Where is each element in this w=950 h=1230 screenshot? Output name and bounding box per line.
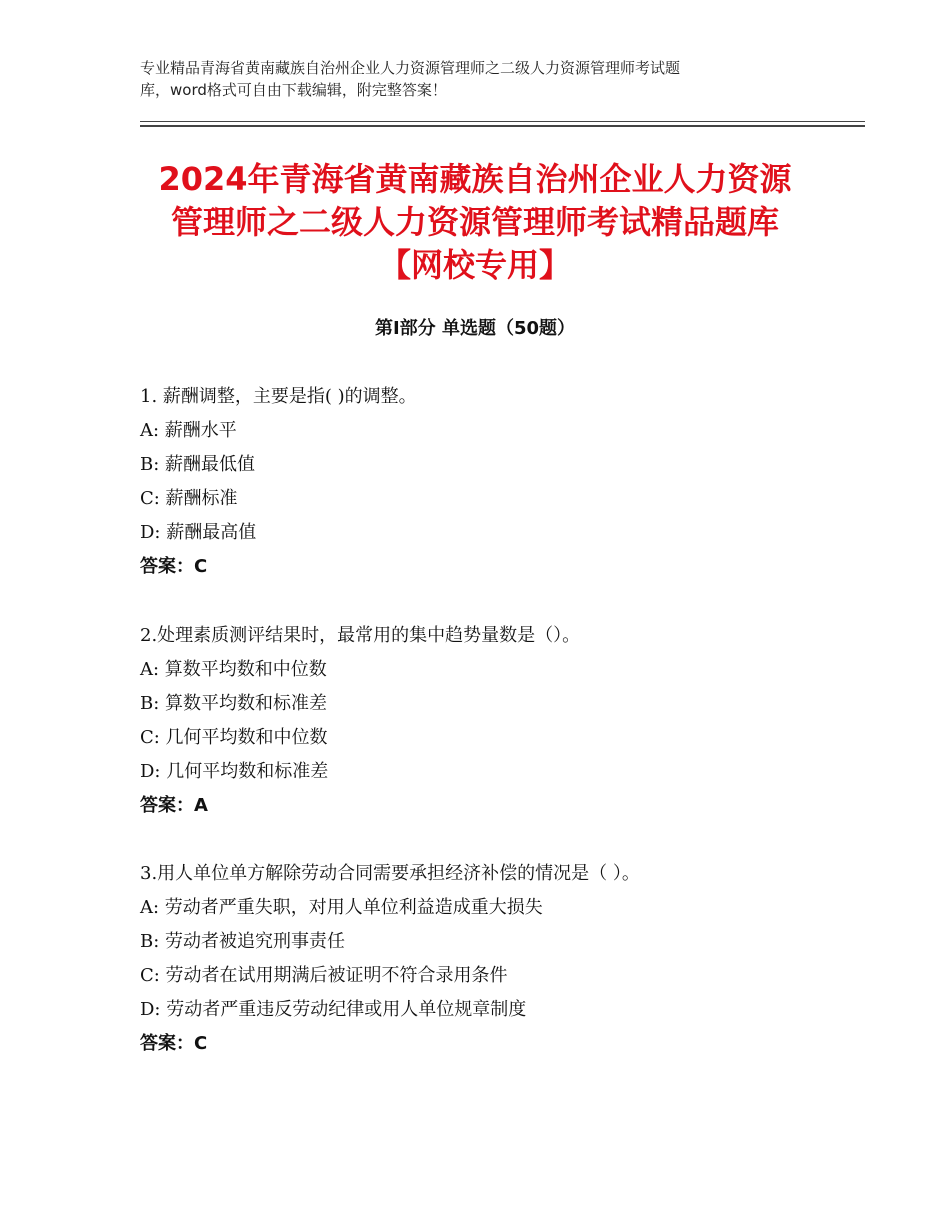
option-b: B: 劳动者被追究刑事责任 <box>140 931 346 952</box>
option-b: B: 算数平均数和标准差 <box>140 693 328 714</box>
question-block <box>140 857 860 1061</box>
question-block <box>140 619 860 823</box>
title-line-3: 【网校专用】 <box>378 246 571 284</box>
option-c: C: 薪酬标准 <box>140 488 238 509</box>
option-a: A: 薪酬水平 <box>140 420 237 441</box>
option-d: D: 几何平均数和标准差 <box>140 761 329 782</box>
answer: 答案：A <box>140 795 208 816</box>
answer: 答案：C <box>140 556 208 577</box>
option-a: A: 劳动者严重失职，对用人单位利益造成重大损失 <box>140 897 543 918</box>
answer: 答案：C <box>140 1033 208 1054</box>
section-heading: 第Ⅰ部分 单选题（50题） <box>374 318 575 339</box>
title-line-1: 2024年青海省黄南藏族自治州企业人力资源 <box>158 160 792 198</box>
option-d: D: 劳动者严重违反劳动纪律或用人单位规章制度 <box>140 999 527 1020</box>
document-title <box>100 158 850 287</box>
question-stem: 3.用人单位单方解除劳动合同需要承担经济补偿的情况是（ ）。 <box>140 863 640 884</box>
option-c: C: 几何平均数和中位数 <box>140 727 328 748</box>
option-d: D: 薪酬最高值 <box>140 522 257 543</box>
option-a: A: 算数平均数和中位数 <box>140 659 327 680</box>
header-divider-thin <box>140 121 865 122</box>
option-b: B: 薪酬最低值 <box>140 454 256 475</box>
header-note <box>140 57 830 101</box>
question-stem: 2.处理素质测评结果时，最常用的集中趋势量数是（）。 <box>140 625 581 646</box>
header-note-line-1: 专业精品青海省黄南藏族自治州企业人力资源管理师之二级人力资源管理师考试题 <box>140 59 681 77</box>
question-stem: 1. 薪酬调整，主要是指( )的调整。 <box>140 386 417 407</box>
header-note-line-2: 库，word格式可自由下载编辑，附完整答案！ <box>140 81 447 99</box>
header-divider-thick <box>140 125 865 127</box>
question-block <box>140 380 860 584</box>
title-line-2: 管理师之二级人力资源管理师考试精品题库 <box>170 203 779 241</box>
option-c: C: 劳动者在试用期满后被证明不符合录用条件 <box>140 965 508 986</box>
